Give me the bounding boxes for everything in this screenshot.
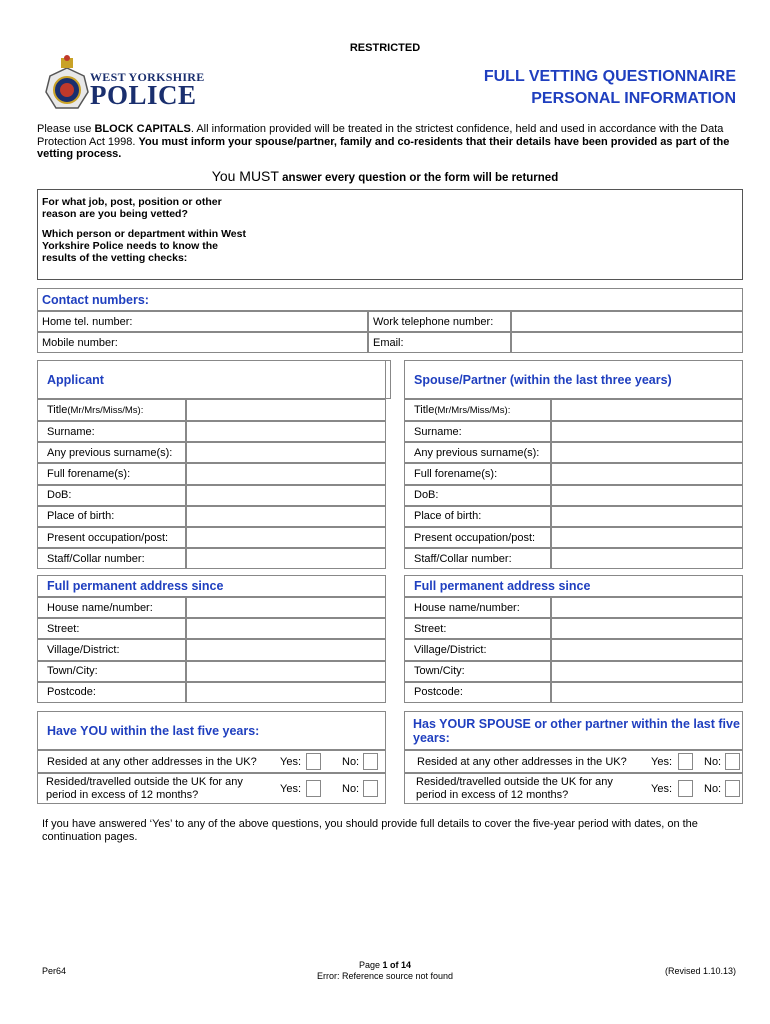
spouse-header: Spouse/Partner (within the last three years): [404, 360, 743, 399]
applicant-address-street-field[interactable]: [186, 618, 386, 639]
form-title: FULL VETTING QUESTIONNAIRE: [483, 68, 736, 85]
spouse-q2-text: Resided/travelled outside the UK for any period in excess of 12 months?: [416, 776, 613, 801]
spouse-q2-no-label: No:: [704, 783, 722, 795]
spouse-previous-surnames-field[interactable]: [551, 442, 743, 463]
applicant-q2-yes-checkbox[interactable]: [306, 780, 321, 797]
continuation-note: If you have answered ‘Yes’ to any of the above questions, you should provide full details to cover the five-year period with dates, on the continuation pages.: [42, 818, 698, 843]
must-answer-notice: You MUST answer every question or the form will be returned: [211, 168, 559, 184]
form-subtitle: PERSONAL INFORMATION: [531, 90, 736, 107]
spouse-surname-label: Surname:: [404, 421, 551, 442]
applicant-q2-no-checkbox[interactable]: [363, 780, 378, 797]
applicant-q2-no-label: No:: [342, 783, 360, 795]
contact-header: Contact numbers:: [37, 288, 743, 311]
applicant-q1-no-label: No:: [342, 756, 360, 768]
spouse-q1-yes-label: Yes:: [651, 756, 673, 768]
applicant-dob-label: DoB:: [37, 485, 186, 506]
spouse-title-label: Title (Mr/Mrs/Miss/Ms):: [404, 399, 551, 421]
email-label: Email:: [368, 332, 511, 353]
applicant-occupation-label: Present occupation/post:: [37, 527, 186, 548]
applicant-forenames-label: Full forename(s):: [37, 463, 186, 484]
applicant-header: Applicant: [37, 360, 386, 399]
spouse-address-town-label: Town/City:: [404, 661, 551, 682]
page-number: Page 1 of 14: [358, 960, 412, 970]
spouse-q1-yes-checkbox[interactable]: [678, 753, 693, 770]
five-years-applicant-header: Have YOU within the last five years:: [37, 711, 386, 750]
applicant-previous-surnames-label: Any previous surname(s):: [37, 442, 186, 463]
applicant-title-label: Title (Mr/Mrs/Miss/Ms):: [37, 399, 186, 421]
revision-date: (Revised 1.10.13): [664, 966, 736, 976]
applicant-staff-number-label: Staff/Collar number:: [37, 548, 186, 569]
applicant-address-house-label: House name/number:: [37, 597, 186, 618]
spouse-address-postcode-field[interactable]: [551, 682, 743, 703]
spouse-address-village-label: Village/District:: [404, 639, 551, 660]
spouse-staff-number-field[interactable]: [551, 548, 743, 569]
spouse-q1-no-checkbox[interactable]: [725, 753, 740, 770]
applicant-address-town-label: Town/City:: [37, 661, 186, 682]
spouse-occupation-label: Present occupation/post:: [404, 527, 551, 548]
spouse-staff-number-label: Staff/Collar number:: [404, 548, 551, 569]
applicant-header-divider: [385, 360, 391, 399]
spouse-address-house-label: House name/number:: [404, 597, 551, 618]
spouse-dob-field[interactable]: [551, 485, 743, 506]
applicant-staff-number-field[interactable]: [186, 548, 386, 569]
applicant-q2-yes-label: Yes:: [280, 783, 302, 795]
vetting-department-question: Which person or department within West Yorkshire Police needs to know the results of the vetting checks:: [42, 228, 246, 264]
logo-text-top: WEST YORKSHIRE: [90, 70, 205, 84]
applicant-q1-yes-label: Yes:: [280, 756, 302, 768]
spouse-surname-field[interactable]: [551, 421, 743, 442]
spouse-address-postcode-label: Postcode:: [404, 682, 551, 703]
applicant-surname-field[interactable]: [186, 421, 386, 442]
spouse-dob-label: DoB:: [404, 485, 551, 506]
email-field[interactable]: [511, 332, 743, 353]
applicant-previous-surnames-field[interactable]: [186, 442, 386, 463]
applicant-address-header: Full permanent address since: [37, 575, 386, 597]
applicant-q1-no-checkbox[interactable]: [363, 753, 378, 770]
applicant-surname-label: Surname:: [37, 421, 186, 442]
logo-text-main: POLICE: [90, 80, 197, 110]
applicant-address-postcode-field[interactable]: [186, 682, 386, 703]
applicant-uk-address-question: Resided at any other addresses in the UK?: [37, 750, 386, 773]
spouse-forenames-field[interactable]: [551, 463, 743, 484]
five-years-spouse-header: Has YOUR SPOUSE or other partner within the last five years:: [404, 711, 743, 750]
applicant-address-postcode-label: Postcode:: [37, 682, 186, 703]
spouse-address-town-field[interactable]: [551, 661, 743, 682]
form-code: Per64: [42, 966, 67, 976]
spouse-address-village-field[interactable]: [551, 639, 743, 660]
applicant-address-house-field[interactable]: [186, 597, 386, 618]
applicant-dob-field[interactable]: [186, 485, 386, 506]
applicant-title-field[interactable]: [186, 399, 386, 421]
reference-error: Error: Reference source not found: [316, 971, 454, 981]
spouse-place-of-birth-field[interactable]: [551, 506, 743, 527]
work-tel-field[interactable]: [511, 311, 743, 332]
spouse-address-street-field[interactable]: [551, 618, 743, 639]
applicant-address-town-field[interactable]: [186, 661, 386, 682]
applicant-address-street-label: Street:: [37, 618, 186, 639]
spouse-q1-no-label: No:: [704, 756, 722, 768]
applicant-occupation-field[interactable]: [186, 527, 386, 548]
work-tel-label: Work telephone number:: [368, 311, 511, 332]
spouse-forenames-label: Full forename(s):: [404, 463, 551, 484]
applicant-forenames-field[interactable]: [186, 463, 386, 484]
spouse-address-street-label: Street:: [404, 618, 551, 639]
intro-paragraph: Please use BLOCK CAPITALS. All information provided will be treated in the strictest confidence, held and used in accordance with the Data Protection Act 1998. You must inform your spouse/partner, family and co-residents that their details have been provided as part of the vetting process.: [37, 123, 730, 160]
applicant-address-village-label: Village/District:: [37, 639, 186, 660]
applicant-place-of-birth-field[interactable]: [186, 506, 386, 527]
mobile-label: Mobile number:: [37, 332, 368, 353]
spouse-title-field[interactable]: [551, 399, 743, 421]
home-tel-label: Home tel. number:: [37, 311, 368, 332]
spouse-address-house-field[interactable]: [551, 597, 743, 618]
spouse-q2-no-checkbox[interactable]: [725, 780, 740, 797]
applicant-q1-yes-checkbox[interactable]: [306, 753, 321, 770]
spouse-q2-yes-label: Yes:: [651, 783, 673, 795]
applicant-address-village-field[interactable]: [186, 639, 386, 660]
spouse-place-of-birth-label: Place of birth:: [404, 506, 551, 527]
vetting-answer-field[interactable]: [255, 192, 739, 276]
restricted-marking: RESTRICTED: [349, 42, 421, 54]
applicant-place-of-birth-label: Place of birth:: [37, 506, 186, 527]
spouse-uk-address-question: Resided at any other addresses in the UK?: [404, 750, 743, 773]
spouse-previous-surnames-label: Any previous surname(s):: [404, 442, 551, 463]
spouse-q2-yes-checkbox[interactable]: [678, 780, 693, 797]
police-crest-icon: [44, 54, 90, 116]
vetting-reason-question: For what job, post, position or other reason are you being vetted?: [42, 196, 222, 220]
applicant-q2-text: Resided/travelled outside the UK for any period in excess of 12 months?: [46, 776, 243, 801]
spouse-occupation-field[interactable]: [551, 527, 743, 548]
spouse-address-header: Full permanent address since: [404, 575, 743, 597]
